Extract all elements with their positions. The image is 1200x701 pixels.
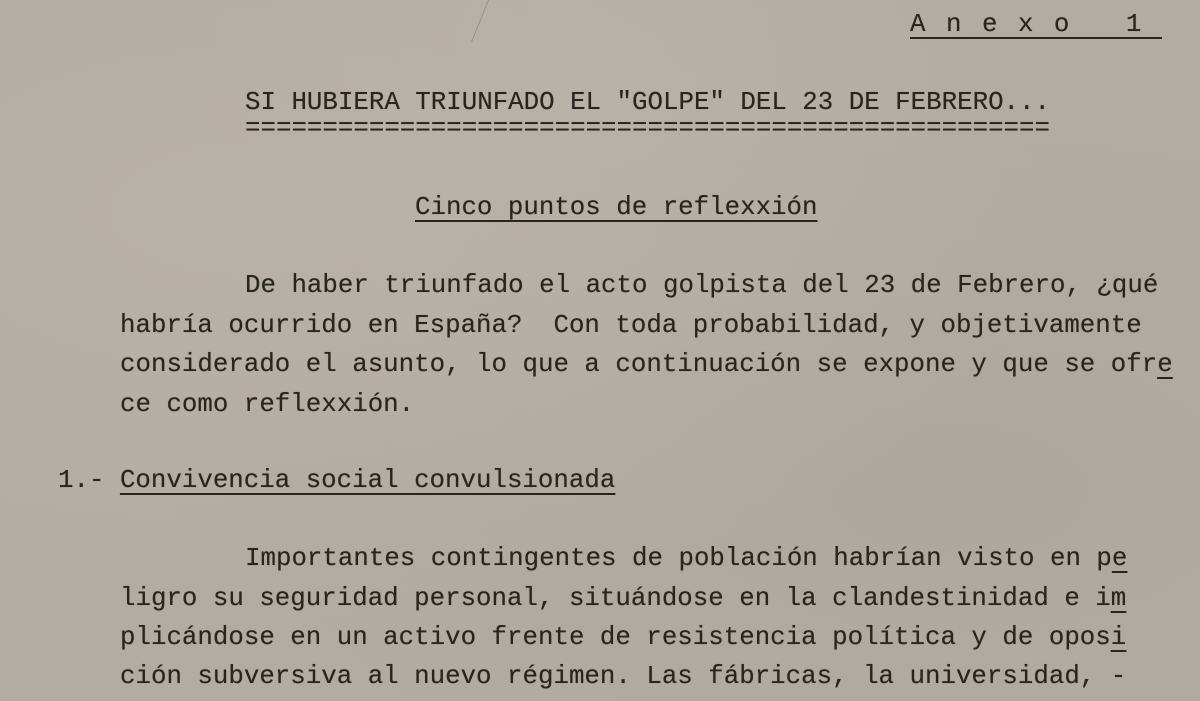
annex-label: Anexo 1 [910, 10, 1162, 39]
document-subtitle: Cinco puntos de reflexxión [415, 193, 818, 222]
document-title: SI HUBIERA TRIUNFADO EL "GOLPE" DEL 23 DE FEBRERO... [245, 88, 1050, 117]
paragraph-line: De haber triunfado el acto golpista del 23 de Febrero, ¿qué [245, 271, 1159, 300]
hyphenation-mark: i [1110, 623, 1127, 652]
paragraph-line [120, 623, 1126, 653]
section-heading [58, 466, 615, 496]
section-title: Convivencia social convulsionada [119, 466, 616, 495]
title-double-rule: ==================================================== [245, 114, 1050, 143]
hyphenation-mark: e [1111, 544, 1128, 573]
hyphenation-mark: e [1157, 350, 1173, 379]
paper-crease [471, 0, 519, 42]
paragraph-line [245, 544, 1127, 574]
paragraph-line: habría ocurrido en España? Con toda probabilidad, y objetivamente [120, 311, 1142, 340]
line-text: ligro su seguridad personal, situándose en la clandestinidad e i [120, 584, 1111, 613]
paragraph-line: ce como reflexxión. [120, 390, 415, 419]
hyphenation-mark: m [1110, 584, 1127, 613]
line-text: Importantes contingentes de población habrían visto en p [245, 544, 1112, 573]
line-text: considerado el asunto, lo que a continuación se expone y que se ofr [120, 350, 1158, 379]
paragraph-line: ción subversiva al nuevo régimen. Las fábricas, la universidad, - [120, 662, 1127, 691]
paragraph-line [120, 350, 1173, 380]
line-text: plicándose en un activo frente de resistencia política y de opos [120, 623, 1111, 652]
section-number: 1.- [58, 466, 105, 495]
paragraph-line [120, 584, 1126, 614]
